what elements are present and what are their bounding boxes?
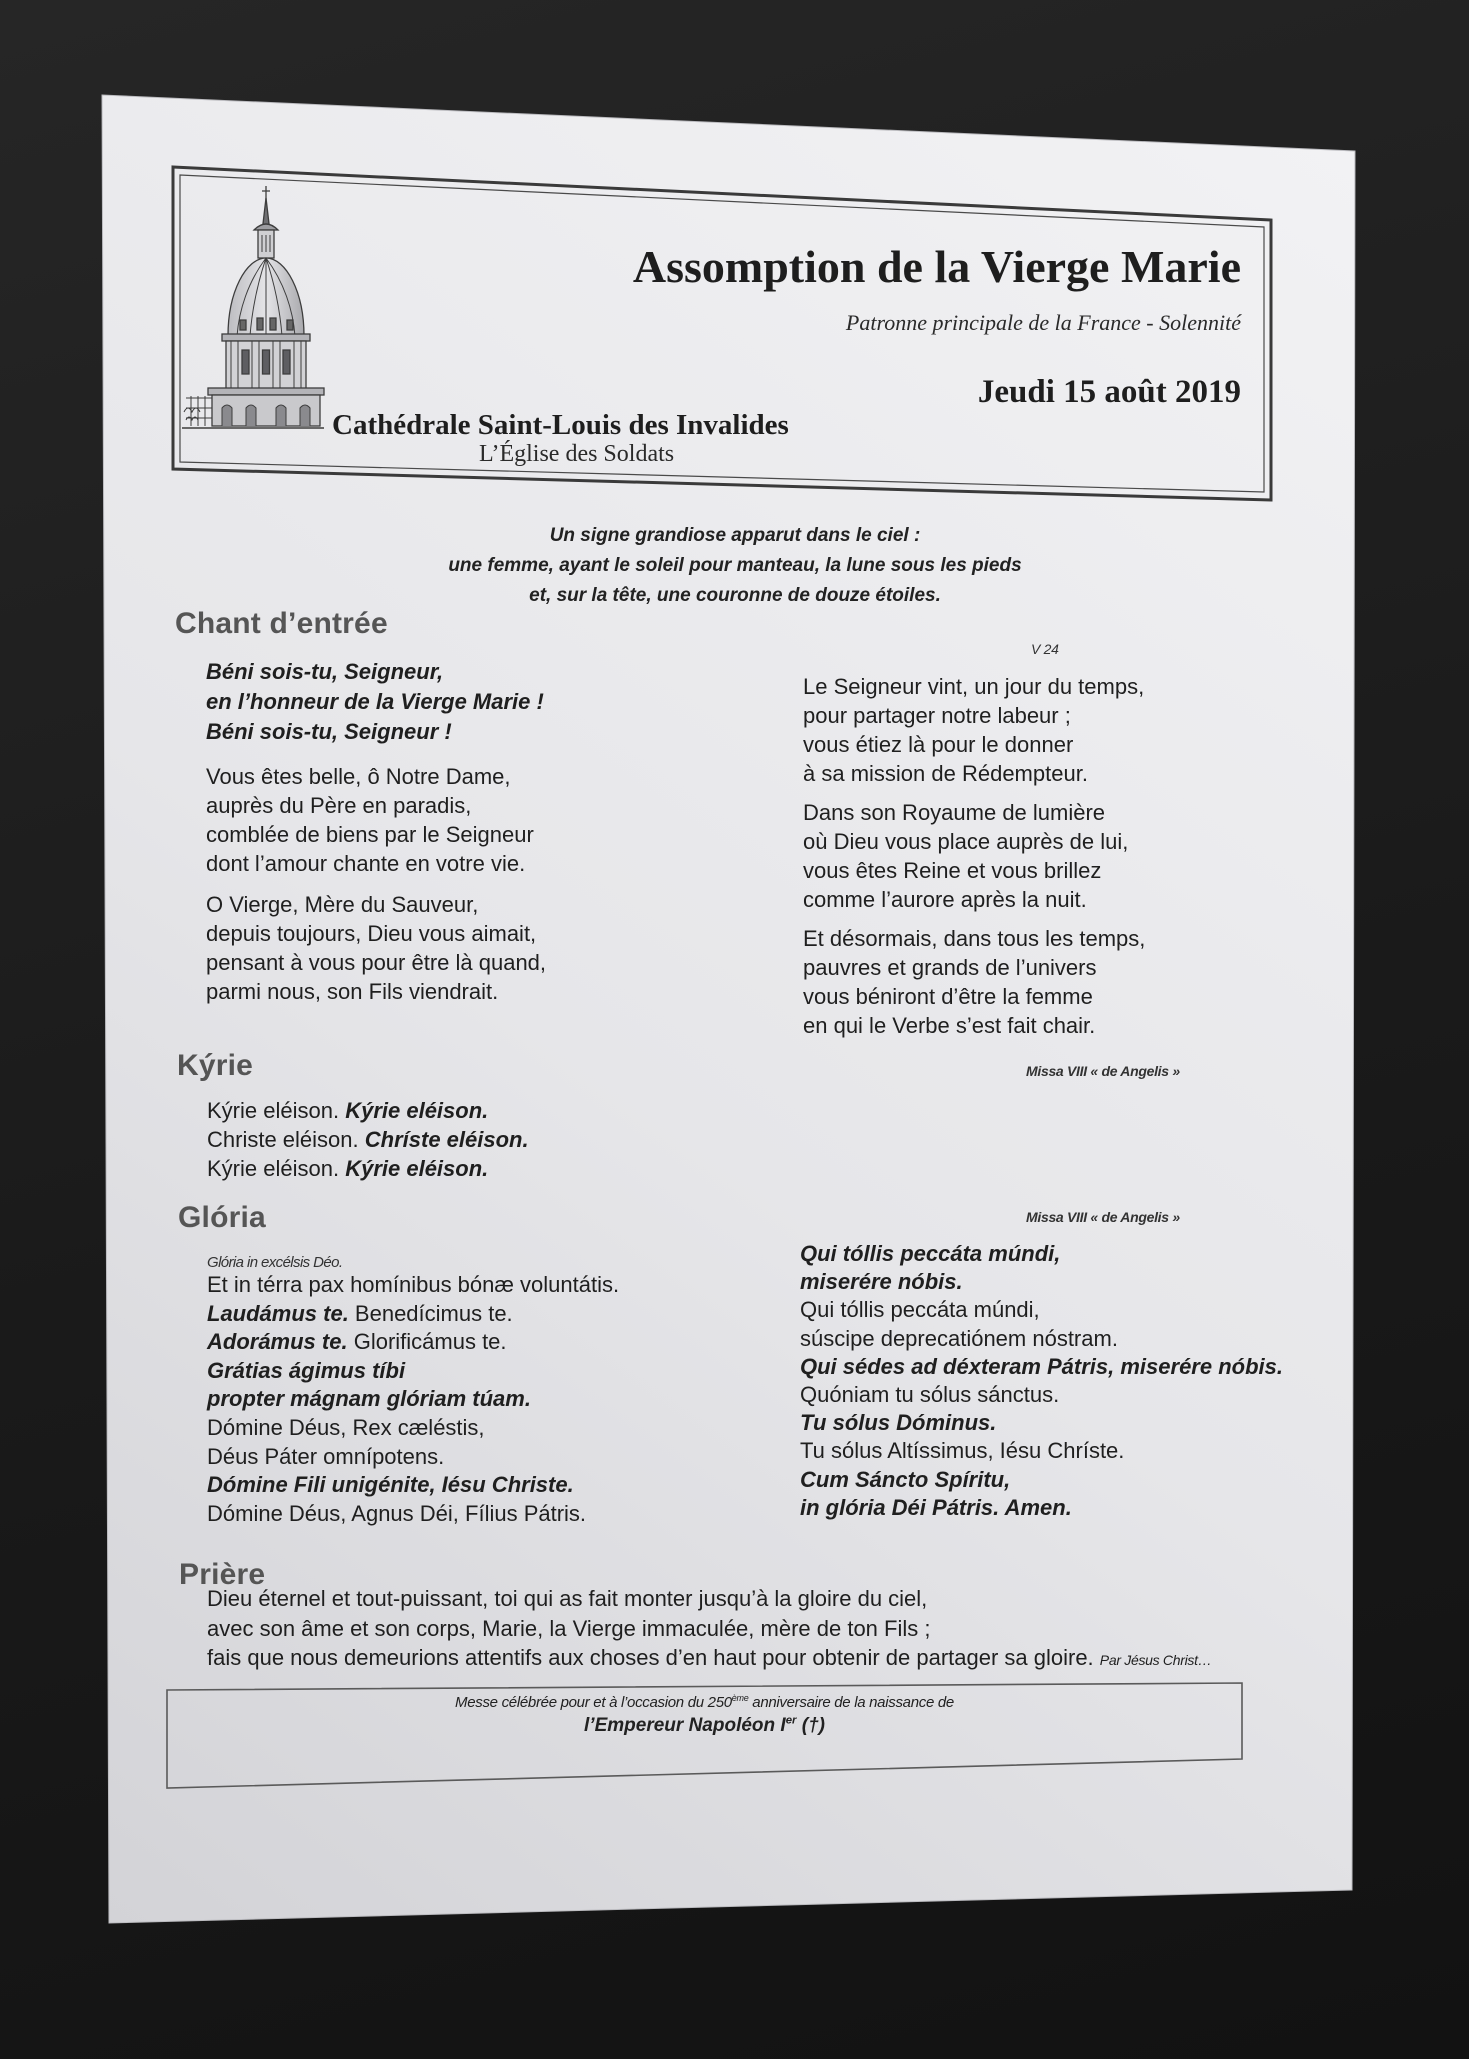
refrain-line: Béni sois-tu, Seigneur, (206, 659, 444, 684)
stanza-line: O Vierge, Mère du Sauveur, (206, 892, 479, 917)
gloria-line (800, 1409, 1283, 1437)
gloria-line-text: Et in térra pax homínibus bónæ voluntátis. (207, 1272, 620, 1297)
dedication-superscript: ème (731, 1693, 749, 1703)
gloria-line-bold: Cum Sáncto Spíritu, (800, 1466, 1011, 1492)
gloria-line (207, 1500, 619, 1529)
section-heading-entrance: Chant d’entrée (175, 607, 388, 640)
gloria-left-column (207, 1271, 619, 1528)
refrain (206, 657, 544, 747)
section-heading-gloria: Glória (178, 1201, 266, 1234)
gloria-line (207, 1357, 619, 1386)
prayer-line: Dieu éternel et tout-puissant, toi qui as fait monter jusqu’à la gloire du ciel, (207, 1586, 928, 1611)
stanza-line: Et désormais, dans tous les temps, (803, 926, 1146, 951)
gloria-line-text: Tu sólus Altíssimus, Iésu Chríste. (800, 1438, 1125, 1464)
dome-drum-windows (242, 350, 290, 374)
gloria-line (207, 1471, 619, 1500)
epigraph (400, 521, 1070, 611)
gloria-line-text: súscipe deprecatiónem nóstram. (800, 1325, 1118, 1351)
gloria-source: Missa VIII « de Angelis » (1026, 1209, 1180, 1225)
gloria-line-bold: propter mágnam glóriam túam. (207, 1386, 531, 1412)
gloria-right-column (800, 1240, 1283, 1522)
stanza-line: parmi nous, son Fils viendrait. (206, 979, 499, 1004)
stanza-line: comblée de biens par le Seigneur (206, 822, 534, 847)
stanza-line: vous êtes Reine et vous brillez (803, 858, 1102, 883)
dedication-name-text: l’Empereur Napoléon I (584, 1715, 786, 1736)
epigraph-line: Un signe grandiose apparut dans le ciel : (549, 525, 921, 546)
gloria-line-text: Glorificámus te. (347, 1329, 507, 1355)
refrain-line: en l’honneur de la Vierge Marie ! (206, 689, 544, 714)
kyrie-response: Kýrie eléison. (345, 1156, 489, 1181)
gloria-line-bold: Grátias ágimus tíbi (207, 1357, 406, 1383)
gloria-line (800, 1268, 1283, 1296)
church-subtitle: L’Église des Soldats (479, 441, 675, 467)
stanza (206, 890, 546, 1006)
stanza-line: à sa mission de Rédempteur. (803, 761, 1088, 786)
dedication-text: anniversaire de la naissance de (748, 1694, 954, 1711)
prayer-text (207, 1584, 1211, 1676)
dedication-name (167, 1713, 1242, 1739)
gloria-line-bold: in glória Déi Pátris. Amen. (800, 1494, 1072, 1520)
stanza-line: Dans son Royaume de lumière (803, 800, 1106, 825)
gloria-line-text: Dómine Déus, Agnus Déi, Fílius Pátris. (207, 1500, 587, 1526)
cathedral-name: Cathédrale Saint-Louis des Invalides (332, 409, 789, 441)
footer-dedication (167, 1693, 1242, 1739)
gloria-line (800, 1296, 1283, 1324)
gloria-line-bold: Qui tóllis peccáta múndi, (800, 1241, 1061, 1266)
gloria-line (207, 1328, 619, 1357)
kyrie-line (207, 1154, 529, 1183)
stanza-line: vous béniront d’être la femme (803, 984, 1093, 1009)
gloria-line-bold: Adorámus te. (207, 1329, 348, 1355)
section-heading-prayer: Prière (179, 1558, 266, 1591)
gloria-line-text: Qui tóllis peccáta múndi, (800, 1297, 1040, 1323)
stanza-line: vous étiez là pour le donner (803, 732, 1074, 757)
gloria-line (800, 1381, 1283, 1409)
stanza-line: pensant à vous pour être là quand, (206, 950, 547, 975)
prayer-line-text: fais que nous demeurions attentifs aux choses d’en haut pour obtenir de partager sa gloire. (207, 1645, 1094, 1670)
gloria-line (800, 1240, 1283, 1268)
refrain-line: Béni sois-tu, Seigneur ! (206, 719, 452, 744)
stanza-line: comme l’aurore après la nuit. (803, 887, 1087, 912)
epigraph-line: une femme, ayant le soleil pour manteau, la lune sous les pieds (448, 555, 1022, 576)
prayer-line (207, 1643, 1211, 1676)
gloria-line (800, 1466, 1283, 1494)
section-heading-kyrie: Kýrie (177, 1049, 254, 1082)
kyrie-line (207, 1096, 529, 1125)
kyrie-response: Chríste eléison. (364, 1127, 529, 1152)
stanza-line: pour partager notre labeur ; (803, 703, 1071, 728)
dedication-name-superscript: er (785, 1714, 797, 1727)
gloria-line-bold: miserére nóbis. (800, 1269, 963, 1295)
dedication-name-mark: (†) (796, 1715, 825, 1736)
epigraph-line: et, sur la tête, une couronne de douze étoiles. (529, 585, 941, 606)
gloria-line (800, 1325, 1283, 1353)
gloria-line (207, 1271, 619, 1300)
stanza-line: auprès du Père en paradis, (206, 793, 472, 818)
kyrie-call: Christe eléison. (207, 1127, 359, 1152)
gloria-line (800, 1353, 1283, 1381)
gloria-line (207, 1300, 619, 1329)
gloria-line (207, 1443, 619, 1472)
stanza-line: depuis toujours, Dieu vous aimait, (206, 921, 537, 946)
stanza-line: pauvres et grands de l’univers (803, 955, 1097, 980)
gloria-intonation: Glória in excélsis Déo. (207, 1254, 343, 1271)
prayer-line: avec son âme et son corps, Marie, la Vierge immaculée, mère de ton Fils ; (207, 1615, 931, 1641)
page-title: Assomption de la Vierge Marie (632, 241, 1241, 292)
gloria-line (207, 1385, 619, 1414)
gloria-line-text: Déus Páter omnípotens. (207, 1443, 445, 1469)
gloria-line-bold: Qui sédes ad déxteram Pátris, miserére nóbis. (800, 1353, 1283, 1379)
kyrie-call: Kýrie eléison. (207, 1156, 340, 1181)
gloria-line (800, 1437, 1283, 1465)
stanza (803, 798, 1128, 914)
kyrie-text (207, 1096, 529, 1183)
gloria-line (207, 1414, 619, 1443)
gloria-line-text: Benedícimus te. (348, 1300, 513, 1326)
gloria-line-bold: Tu sólus Dóminus. (800, 1410, 997, 1436)
stanza (206, 762, 534, 878)
gloria-line-bold: Dómine Fili unigénite, Iésu Christe. (207, 1472, 574, 1498)
prayer-conclusion: Par Jésus Christ… (1099, 1652, 1212, 1668)
service-date: Jeudi 15 août 2019 (977, 374, 1241, 410)
dome-cornice (222, 334, 310, 341)
gloria-line-text: Quóniam tu sólus sánctus. (800, 1382, 1060, 1408)
stanza-line: dont l’amour chante en votre vie. (206, 851, 526, 876)
stanza (803, 672, 1144, 788)
dedication-line (167, 1693, 1242, 1713)
dedication-text: Messe célébrée pour et à l’occasion du 250 (455, 1694, 732, 1711)
stanza-line: en qui le Verbe s’est fait chair. (803, 1013, 1096, 1038)
dome-base-cornice (208, 388, 324, 395)
stanza-line: Vous êtes belle, ô Notre Dame, (206, 764, 511, 789)
kyrie-call: Kýrie eléison. (207, 1098, 340, 1123)
page-subtitle: Patronne principale de la France - Solennité (845, 310, 1241, 335)
kyrie-line (207, 1125, 529, 1154)
hymn-reference: V 24 (1031, 641, 1059, 657)
stanza-line: où Dieu vous place auprès de lui, (803, 829, 1129, 854)
gloria-line-bold: Laudámus te. (207, 1300, 349, 1326)
kyrie-response: Kýrie eléison. (345, 1098, 489, 1123)
stanza-line: Le Seigneur vint, un jour du temps, (803, 674, 1145, 699)
gloria-line (800, 1494, 1283, 1522)
kyrie-source: Missa VIII « de Angelis » (1026, 1063, 1180, 1079)
stanza (803, 924, 1145, 1040)
gloria-line-text: Dómine Déus, Rex cæléstis, (207, 1414, 485, 1440)
